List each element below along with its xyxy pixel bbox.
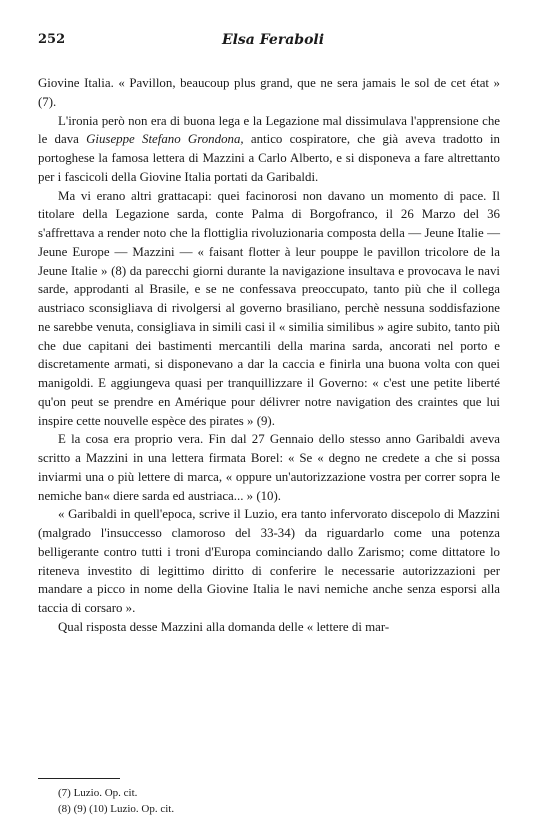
text-segment: « Garibaldi in quell'epoca, scrive il Luzio, era tanto infervorato discepolo di Mazzini (malgrado l'insuccesso clamoroso del 33-34) da riguardarlo come una potenza belligerante contro tutti i troni d'Europa cominciando dallo Zarismo; come dittatore lo riteneva investito di legittimo diritto di conferire le necessarie autorizzazioni per mandare a picco in nome della Giovine Italia le navi nemiche anche senza esporsi alla taccia di corsaro ». <box>38 507 500 615</box>
text-segment: antico cospiratore, che già aveva tradotto in portoghese la famosa lettera di Mazzini a Carlo Alberto, e si disponeva a fare altrettanto per i fascicoli della Giovine Italia portati da Garibaldi. <box>38 132 500 184</box>
footnote-divider <box>38 778 120 779</box>
paragraph <box>38 505 500 618</box>
text-segment: Giovine Italia. « Pavillon, beaucoup plus grand, que ne sera jamais le sol de cet état » (7). <box>38 76 500 109</box>
paragraph <box>38 430 500 505</box>
page-header <box>38 32 508 50</box>
running-title: Elsa Feraboli <box>221 32 325 48</box>
italic-name: Giuseppe Stefano Grondona, <box>86 132 244 147</box>
paragraph <box>38 187 500 431</box>
text-segment: Ma vi erano altri grattacapi: quei facinorosi non davano un momento di pace. Il titolare della Legazione sarda, conte Palma di Borgofranco, il 26 Marzo del 36 s'affrettava a render noto che la flottiglia rivoluzionaria composta della — Jeune Italie — Jeune Europe — Mazzini — « faisant flotter à leur pouppe le pavillon tricolore de la Jeune Italie » (8) da parecchi giorni durante la navigazione insultava e provocava le navi sarde, approdanti al Brasile, e se ne confessava preoccupato, tanto più che il collega austriaco sconsigliava di rivolgersi al governo brasiliano, perchè nessuna soddisfazione ne sarebbe venuta, consigliava in simili casi il « similia similibus » agire subito, tanto più che due capitani dei bastimenti mercantili della marina sarda, ancorati nel porto e discretamente armati, si disponevano a dar la caccia e finirla una buona volta con quei manigoldi. E aggiungeva quasi per tranquillizzare il Governo: « c'est une petite liberté qu'on peut se prendre en Amérique pour délivrer notre navigation des craintes que lui inspire cette nouvelle espèce des pirates » (9). <box>38 188 500 428</box>
text-segment: E la cosa era proprio vera. Fin dal 27 Gennaio dello stesso anno Garibaldi aveva scritto a Mazzini in una lettera firmata Borel: « Se « degno ne credete a che si possa inviarmi una o più lettere di marca, « oppure un'autorizzazione vostra per correr sopra le nemiche ban« diere sarda ed austriaca... » (10). <box>38 432 500 503</box>
paragraph <box>38 112 500 187</box>
text-segment: Qual risposta desse Mazzini alla domanda delle « lettere di mar- <box>58 619 390 634</box>
paragraph <box>38 74 500 112</box>
page-number: 252 <box>38 32 66 47</box>
footnote: (7) Luzio. Op. cit. <box>58 787 138 799</box>
paragraph <box>38 618 500 637</box>
footnote: (8) (9) (10) Luzio. Op. cit. <box>58 803 175 815</box>
body-text <box>38 74 500 637</box>
text-segment: L'ironia però non era di buona lega e la Legazione mal dissimulava l'apprensione che le dava <box>38 113 500 147</box>
footnotes <box>58 785 174 817</box>
